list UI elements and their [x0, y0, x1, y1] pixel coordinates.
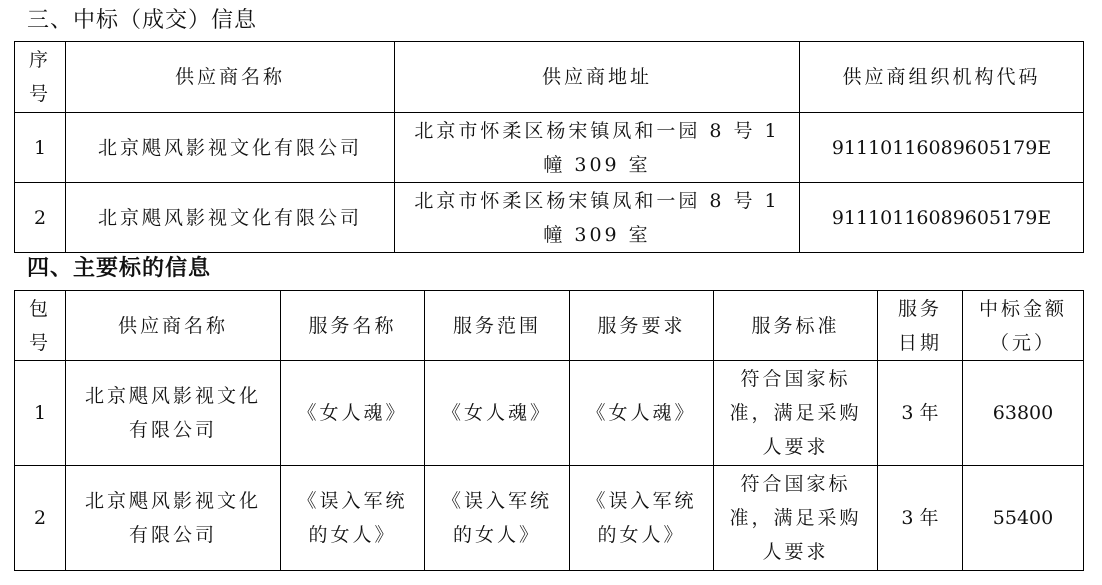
standard-line-2: 准，满足采购	[729, 402, 862, 424]
section-3-heading: 三、中标（成交）信息	[27, 8, 258, 33]
header-supplier-name: 供应商名称	[66, 291, 281, 361]
cell-package: 2	[15, 466, 66, 571]
service-scope-line-1: 《女人魂》	[441, 402, 552, 424]
service-req-line-2: 的女人》	[597, 524, 686, 546]
main-subject-table	[14, 290, 1084, 571]
cell-service-scope	[425, 361, 570, 466]
address-line-1: 北京市怀柔区杨宋镇凤和一园 8 号 1	[414, 119, 780, 142]
cell-supplier-name	[66, 361, 281, 466]
table-row	[15, 183, 1084, 253]
table-row	[15, 113, 1084, 183]
cell-service-name	[281, 361, 425, 466]
header-package-line-2: 号	[28, 331, 51, 354]
header-org-code: 供应商组织机构代码	[800, 42, 1084, 113]
header-period-line-2: 日期	[897, 331, 942, 354]
cell-org-code: 9111011608960517​9E	[800, 113, 1084, 183]
header-seq-line-2: 号	[28, 83, 51, 105]
service-name-line-2: 的女人》	[308, 524, 397, 546]
header-bid-amount	[963, 291, 1084, 361]
supplier-line-1: 北京飓风影视文化	[84, 385, 261, 407]
address-line-2: 幢 309 室	[543, 223, 651, 246]
service-scope-line-2: 的女人》	[452, 524, 541, 546]
header-service-standard: 服务标准	[714, 291, 878, 361]
address-line-2: 幢 309 室	[543, 153, 651, 176]
cell-bid-amount: 63800	[963, 361, 1084, 466]
header-seq-line-1: 序	[28, 49, 51, 71]
header-package-line-1: 包	[28, 297, 51, 320]
cell-bid-amount: 55400	[963, 466, 1084, 571]
standard-line-2: 准，满足采购	[729, 507, 862, 529]
service-req-line-1: 《误入军统	[586, 490, 697, 512]
cell-package: 1	[15, 361, 66, 466]
cell-service-standard	[714, 466, 878, 571]
header-seq	[15, 42, 66, 113]
supplier-line-1: 北京飓风影视文化	[84, 490, 261, 512]
winning-bid-table	[14, 41, 1084, 253]
cell-service-name	[281, 466, 425, 571]
cell-seq: 2	[15, 183, 66, 253]
cell-supplier-name	[66, 466, 281, 571]
cell-supplier-address	[395, 113, 800, 183]
header-supplier-name: 供应商名称	[66, 42, 395, 113]
service-req-line-1: 《女人魂》	[586, 402, 697, 424]
header-amount-line-2: （元）	[989, 331, 1056, 354]
cell-supplier-name: 北京飓风影视文化有限公司	[66, 183, 395, 253]
standard-line-3: 人要求	[762, 436, 829, 458]
header-period-line-1: 服务	[897, 297, 942, 320]
header-service-name: 服务名称	[281, 291, 425, 361]
table-header-row	[15, 291, 1084, 361]
cell-service-requirement	[570, 361, 714, 466]
table-header-row	[15, 42, 1084, 113]
section-4-heading: 四、主要标的信息	[27, 256, 212, 281]
service-scope-line-1: 《误入军统	[441, 490, 552, 512]
cell-service-requirement	[570, 466, 714, 571]
header-amount-line-1: 中标金额	[978, 297, 1067, 320]
standard-line-1: 符合国家标	[740, 368, 851, 390]
standard-line-1: 符合国家标	[740, 473, 851, 495]
address-line-1: 北京市怀柔区杨宋镇凤和一园 8 号 1	[414, 189, 780, 212]
cell-service-scope	[425, 466, 570, 571]
cell-service-period: 3 年	[878, 466, 963, 571]
header-service-scope: 服务范围	[425, 291, 570, 361]
cell-org-code: 9111011608960517​9E	[800, 183, 1084, 253]
cell-service-period: 3 年	[878, 361, 963, 466]
table-row	[15, 361, 1084, 466]
cell-supplier-name: 北京飓风影视文化有限公司	[66, 113, 395, 183]
supplier-line-2: 有限公司	[128, 419, 217, 441]
header-package	[15, 291, 66, 361]
header-service-requirement: 服务要求	[570, 291, 714, 361]
header-supplier-address: 供应商地址	[395, 42, 800, 113]
cell-seq: 1	[15, 113, 66, 183]
service-name-line-1: 《误入军统	[297, 490, 408, 512]
cell-supplier-address	[395, 183, 800, 253]
table-row	[15, 466, 1084, 571]
standard-line-3: 人要求	[762, 541, 829, 563]
service-name-line-1: 《女人魂》	[297, 402, 408, 424]
cell-service-standard	[714, 361, 878, 466]
supplier-line-2: 有限公司	[128, 524, 217, 546]
header-service-period	[878, 291, 963, 361]
